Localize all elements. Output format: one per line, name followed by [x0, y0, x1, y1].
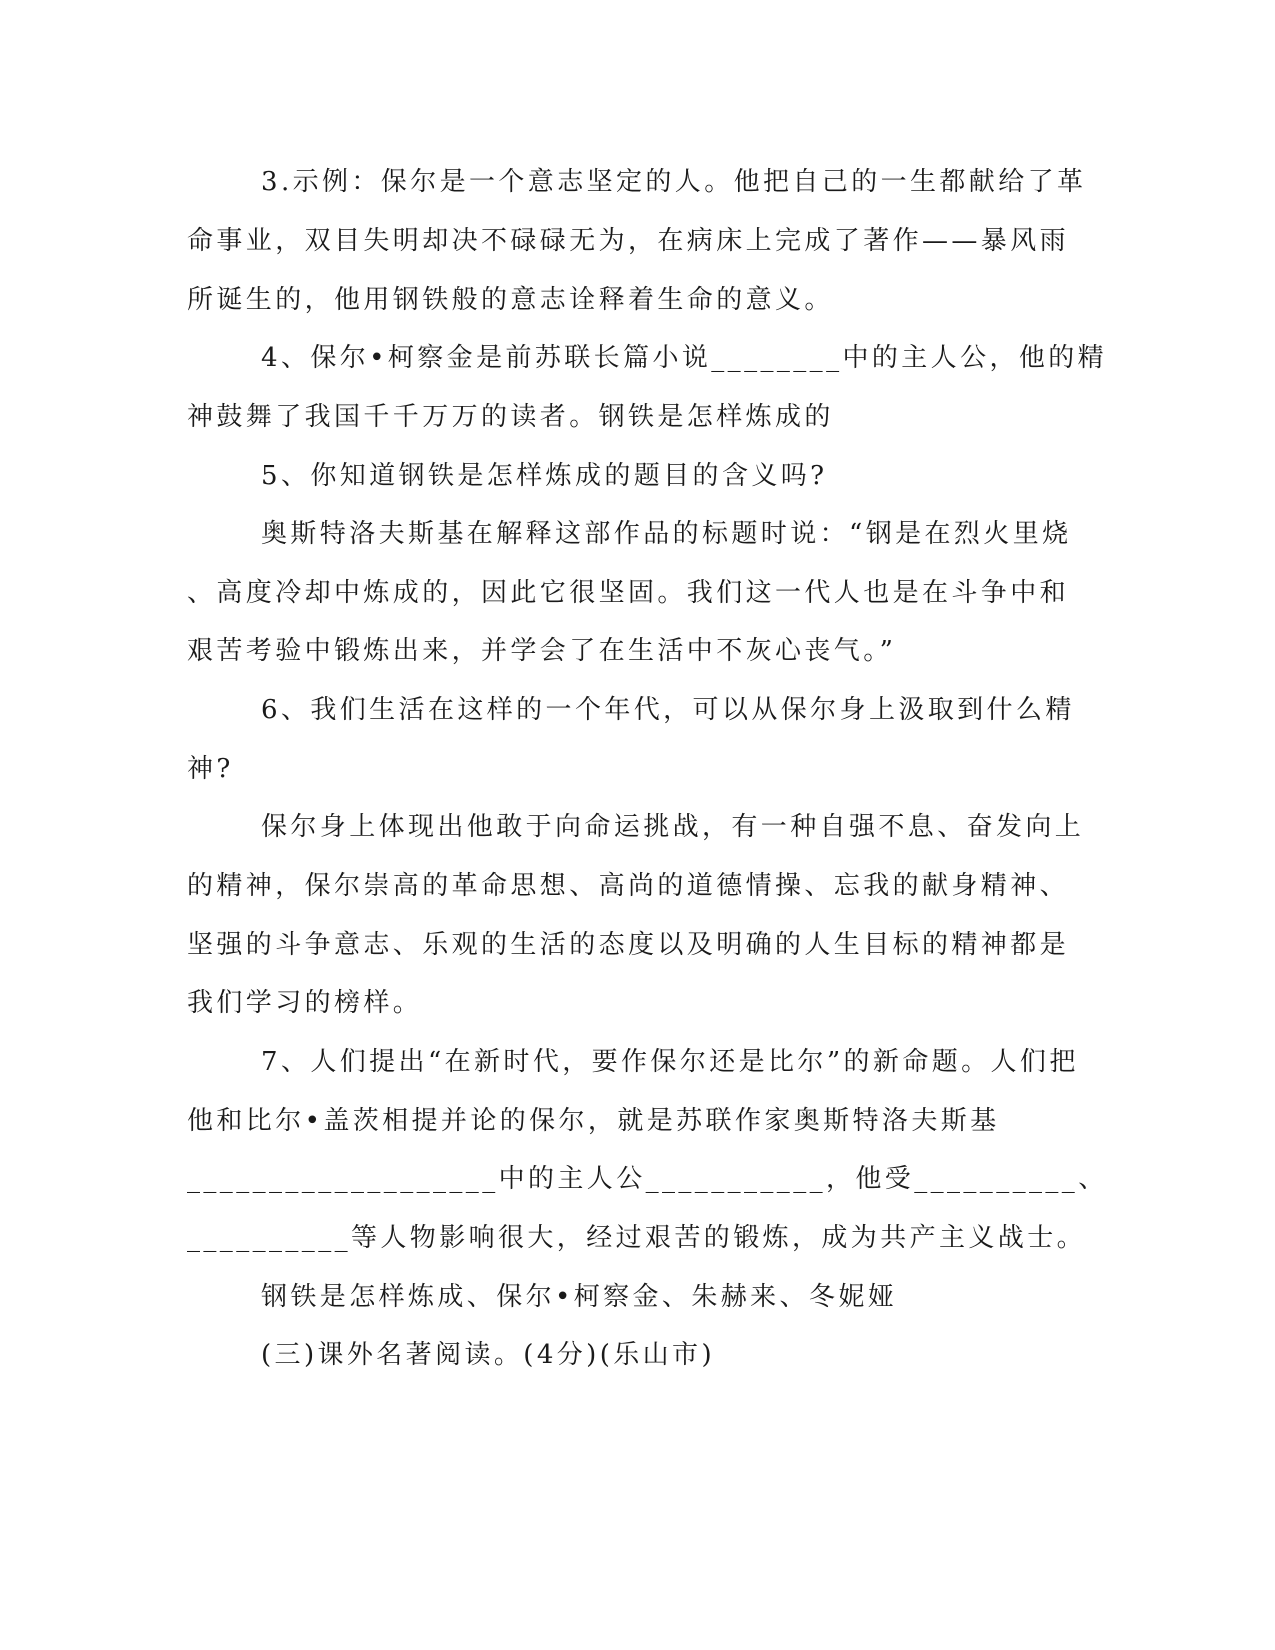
text-line: __________等人物影响很大，经过艰苦的锻炼，成为共产主义战士。 [187, 1223, 1087, 1253]
text-line: 7、人们提出“在新时代，要作保尔还是比尔”的新命题。人们把 [261, 1047, 1079, 1077]
text-line: 艰苦考验中锻炼出来，并学会了在生活中不灰心丧气。” [187, 636, 897, 666]
text-line: 6、我们生活在这样的一个年代，可以从保尔身上汲取到什么精 [261, 695, 1075, 725]
text-line: (三)课外名著阅读。(4分)(乐山市) [261, 1340, 716, 1370]
text-line: 神鼓舞了我国千千万万的读者。钢铁是怎样炼成的 [187, 402, 834, 432]
text-line: 4、保尔•柯察金是前苏联长篇小说________中的主人公，他的精 [261, 343, 1108, 373]
text-line: 3.示例：保尔是一个意志坚定的人。他把自己的一生都献给了革 [261, 167, 1087, 197]
text-line: 我们学习的榜样。 [187, 988, 423, 1018]
text-line: 命事业，双目失明却决不碌碌无为，在病床上完成了著作——暴风雨 [187, 226, 1070, 256]
text-line: 坚强的斗争意志、乐观的生活的态度以及明确的人生目标的精神都是 [187, 930, 1070, 960]
text-line: ___________________中的主人公___________，他受__________、 [187, 1164, 1108, 1194]
text-line: 所诞生的，他用钢铁般的意志诠释着生命的意义。 [187, 285, 834, 315]
text-line: 的精神，保尔崇高的革命思想、高尚的道德情操、忘我的献身精神、 [187, 871, 1070, 901]
text-line: 钢铁是怎样炼成、保尔•柯察金、朱赫来、冬妮娅 [261, 1282, 898, 1312]
text-line: 神? [187, 754, 234, 784]
text-line: 奥斯特洛夫斯基在解释这部作品的标题时说：“钢是在烈火里烧 [261, 519, 1072, 549]
text-line: 他和比尔•盖茨相提并论的保尔，就是苏联作家奥斯特洛夫斯基 [187, 1106, 1000, 1136]
text-line: 保尔身上体现出他敢于向命运挑战，有一种自强不息、奋发向上 [261, 812, 1085, 842]
text-line: 5、你知道钢铁是怎样炼成的题目的含义吗? [261, 461, 828, 491]
text-line: 、高度冷却中炼成的，因此它很坚固。我们这一代人也是在斗争中和 [187, 578, 1070, 608]
